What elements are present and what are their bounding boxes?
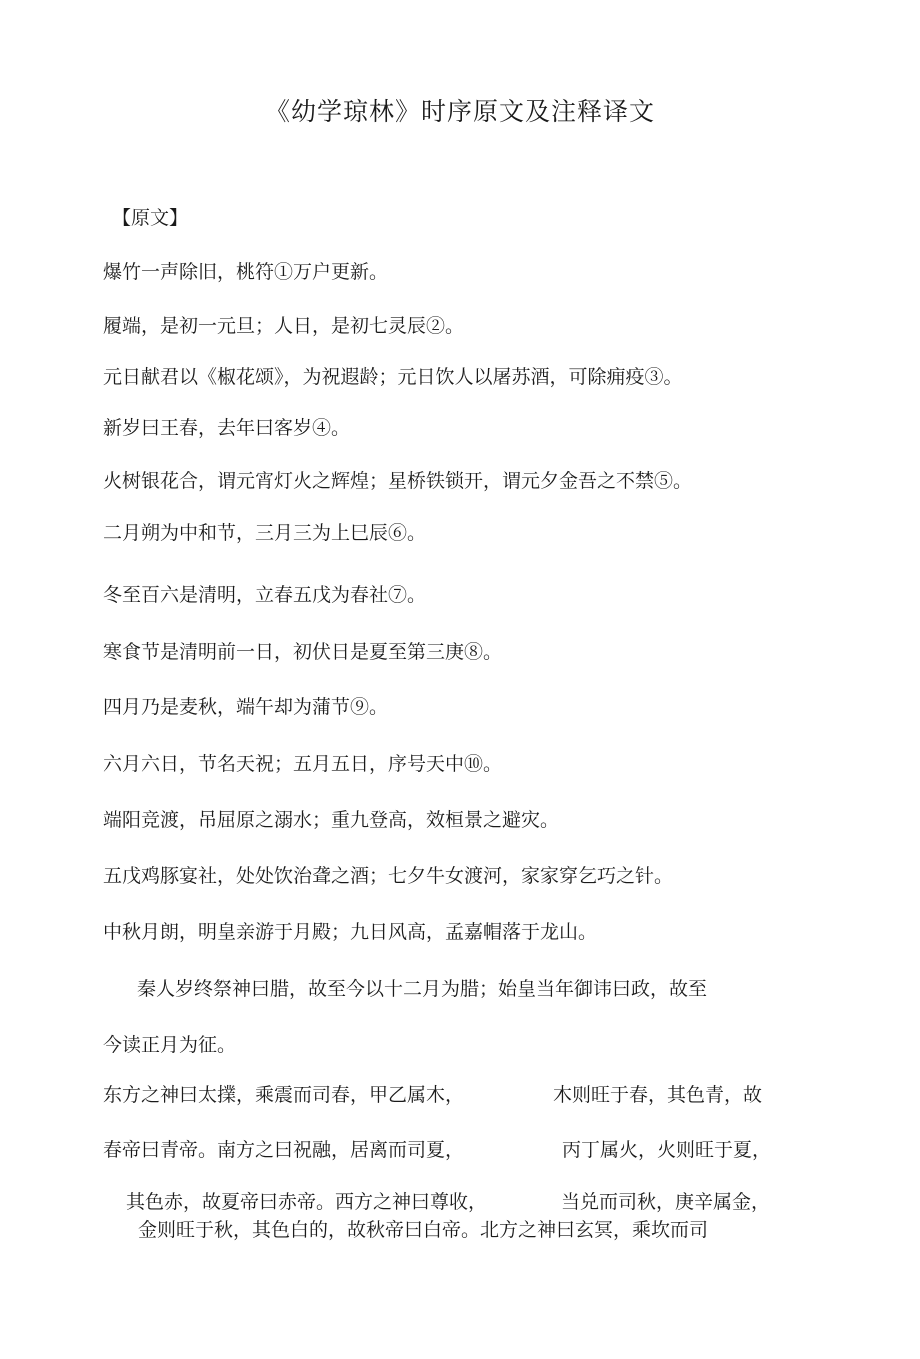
text-line: 四月乃是麦秋，端午却为蒲节⑨。 [103, 696, 389, 718]
text-line: 寒食节是清明前一日，初伏日是夏至第三庚⑧。 [103, 641, 503, 663]
text-segment: 木则旺于春，其色青，故 [553, 1084, 763, 1106]
text-line: 端阳竞渡，吊屈原之溺水；重九登高，效桓景之避灾。 [103, 809, 560, 831]
text-segment: 东方之神曰太擈，乘震而司春，甲乙属木， [103, 1084, 465, 1106]
section-heading: 【原文】 [112, 207, 189, 229]
text-line: 五戊鸡豚宴社，处处饮治聋之酒；七夕牛女渡河，家家穿乞巧之针。 [103, 865, 674, 887]
text-line: 新岁曰王春，去年曰客岁④。 [103, 417, 351, 439]
text-line: 爆竹一声除旧，桃符①万户更新。 [103, 261, 389, 283]
text-line: 二月朔为中和节，三月三为上巳辰⑥。 [103, 522, 427, 544]
text-line: 中秋月朗，明皇亲游于月殿；九日风高，孟嘉帽落于龙山。 [103, 921, 598, 943]
text-segment: 丙丁属火，火则旺于夏， [562, 1139, 772, 1161]
text-line: 元日献君以《椒花颂》，为祝遐龄；元日饮人以屠苏酒，可除痈疫③。 [103, 366, 683, 388]
text-line: 六月六日，节名天祝；五月五日，序号天中⑩。 [103, 753, 503, 775]
text-line: 冬至百六是清明，立春五戊为春社⑦。 [103, 584, 427, 606]
text-line: 今读正月为征。 [103, 1034, 237, 1056]
text-segment: 金则旺于秋，其色白的，故秋帝曰白帝。北方之神曰玄冥，乘坎而司 [138, 1219, 709, 1241]
text-segment: 当兑而司秋，庚辛属金， [561, 1191, 771, 1213]
text-segment: 春帝曰青帝。南方之曰祝融，居离而司夏， [103, 1139, 465, 1161]
text-line: 履端，是初一元旦；人日，是初七灵辰②。 [103, 315, 465, 337]
text-segment: 其色赤，故夏帝曰赤帝。西方之神曰尊收， [126, 1191, 488, 1213]
text-line: 秦人岁终祭神曰腊，故至今以十二月为腊；始皇当年御讳曰政，故至 [137, 978, 708, 1000]
text-line: 火树银花合，谓元宵灯火之辉煌；星桥铁锁开，谓元夕金吾之不禁⑤。 [103, 470, 693, 492]
document-title: 《幼学琼林》时序原文及注释译文 [264, 97, 655, 126]
